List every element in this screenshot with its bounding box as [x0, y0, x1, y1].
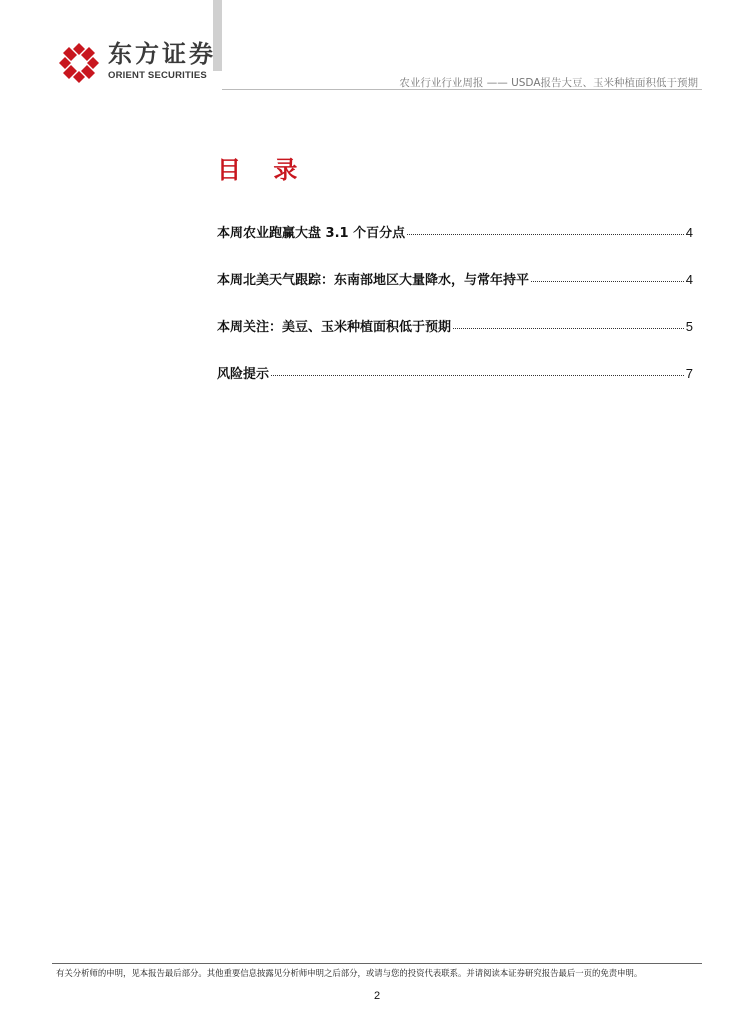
toc-entry-page: 4: [685, 272, 693, 287]
logo-chinese-name: 东方证券: [108, 40, 216, 68]
footer-disclaimer: 有关分析师的申明，见本报告最后部分。其他重要信息披露见分析师申明之后部分，或请与您的投资代表联系。并请阅读本证券研究报告最后一页的免责申明。: [56, 968, 643, 978]
header-divider: [222, 89, 702, 90]
logo-english-name: ORIENT SECURITIES: [108, 70, 207, 81]
orient-logo-icon: [57, 41, 101, 85]
toc-leader-dots: [271, 365, 684, 376]
toc-leader-dots: [531, 271, 684, 282]
toc-entry[interactable]: [217, 222, 693, 269]
page-number: 2: [373, 990, 381, 1002]
toc-entry-text: 本周北美天气跟踪：东南部地区大量降水，与常年持平: [217, 273, 530, 288]
toc-entry-text: 本周农业跑赢大盘 3.1 个百分点: [217, 226, 406, 241]
toc-leader-dots: [407, 224, 684, 235]
toc-entry-page: 4: [685, 225, 693, 240]
toc-entry-page: 7: [685, 366, 693, 381]
toc-entry[interactable]: [217, 316, 693, 363]
toc-entry-text: 风险提示: [217, 367, 270, 382]
toc-entry[interactable]: [217, 269, 693, 316]
toc-entry[interactable]: [217, 363, 693, 410]
company-logo: [57, 41, 217, 85]
report-header-title: 农业行业行业周报 —— USDA报告大豆、玉米种植面积低于预期: [399, 77, 698, 89]
toc-leader-dots: [453, 318, 684, 329]
toc-heading: 目 录: [217, 156, 310, 184]
toc-entry-page: 5: [685, 319, 693, 334]
footer-divider: [52, 963, 702, 964]
table-of-contents: [217, 222, 693, 410]
toc-entry-text: 本周关注：美豆、玉米种植面积低于预期: [217, 320, 452, 335]
